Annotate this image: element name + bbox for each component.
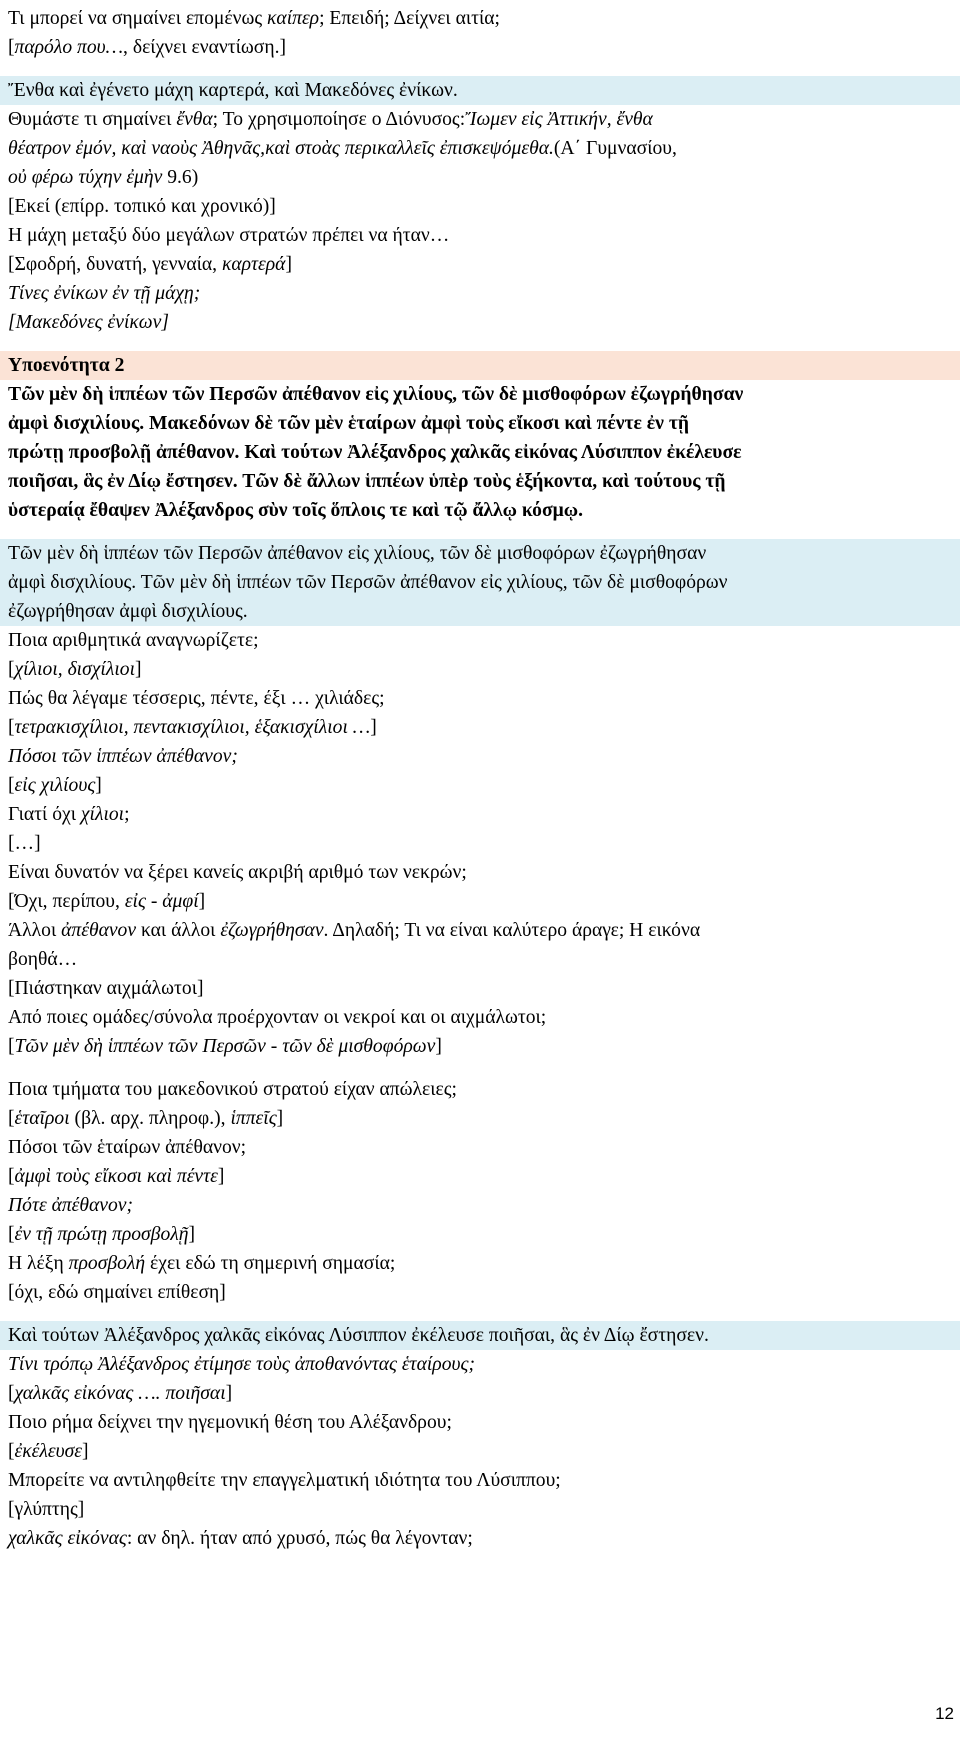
text-line: Ποια αριθμητικά αναγνωρίζετε; bbox=[8, 630, 259, 651]
text-line: Μπορείτε να αντιληφθείτε την επαγγελματική ιδιότητα του Λύσιππου; bbox=[8, 1470, 561, 1491]
text-line: Θυμάστε τι σημαίνει ἔνθα; Το χρησιμοποίησε ο Διόνυσος:Ἴωμεν εἰς Ἀττικήν, ἔνθα bbox=[8, 109, 653, 130]
text-line: Η λέξη προσβολή έχει εδώ τη σημερινή σημασία; bbox=[8, 1253, 396, 1274]
text-line: [ἐν τῇ πρώτῃ προσβολῇ] bbox=[8, 1224, 195, 1245]
text-line: Γιατί όχι χίλιοι; bbox=[8, 804, 130, 825]
text-line: οὐ φέρω τύχην ἐμὴν 9.6) bbox=[8, 167, 199, 188]
text-line: Είναι δυνατόν να ξέρει κανείς ακριβή αριθμό των νεκρών; bbox=[8, 862, 467, 883]
text-line: Άλλοι ἀπέθανον και άλλοι ἐζωγρήθησαν. Δηλαδή; Τι να είναι καλύτερο άραγε; Η εικόνα bbox=[8, 920, 701, 941]
subsection-title: Υποενότητα 2 bbox=[0, 351, 960, 380]
text-line: [Μακεδόνες ἐνίκων] bbox=[8, 312, 169, 333]
text-line: [παρόλο που…, δείχνει εναντίωση.] bbox=[8, 37, 287, 58]
text-line: [χίλιοι, δισχίλιοι] bbox=[8, 659, 142, 680]
text-line: [Σφοδρή, δυνατή, γενναία, καρτερά] bbox=[8, 254, 292, 275]
greek-text-line: Τῶν μὲν δὴ ἱππέων τῶν Περσῶν ἀπέθανον εἰς χιλίους, τῶν δὲ μισθοφόρων ἐζωγρήθησαν bbox=[8, 384, 744, 405]
greek-text-line: ἀμφὶ δισχιλίους. Μακεδόνων δὲ τῶν μὲν ἑταίρων ἀμφὶ τοὺς εἴκοσι καὶ πέντε ἐν τῇ bbox=[8, 413, 689, 434]
text-line: [Εκεί (επίρρ. τοπικό και χρονικό)] bbox=[8, 196, 276, 217]
text-line: Πόσοι τῶν ἑταίρων ἀπέθανον; bbox=[8, 1137, 247, 1158]
text-line: Πώς θα λέγαμε τέσσερις, πέντε, έξι … χιλιάδες; bbox=[8, 688, 385, 709]
text-line: [χαλκᾶς εἰκόνας …. ποιῆσαι] bbox=[8, 1383, 233, 1404]
highlighted-quote: Ἔνθα καὶ ἐγένετο μάχη καρτερά, καὶ Μακεδόνες ἐνίκων. bbox=[0, 76, 960, 105]
highlighted-quote: Τῶν μὲν δὴ ἱππέων τῶν Περσῶν ἀπέθανον εἰς χιλίους, τῶν δὲ μισθοφόρων ἐζωγρήθησαν bbox=[0, 539, 960, 568]
text-line: [Πιάστηκαν αιχμάλωτοι] bbox=[8, 978, 204, 999]
text-line: [εἰς χιλίους] bbox=[8, 775, 102, 796]
text-line: Πόσοι τῶν ἱππέων ἀπέθανον; bbox=[8, 746, 238, 767]
highlighted-quote: ἐζωγρήθησαν ἀμφὶ δισχιλίους. bbox=[0, 597, 960, 626]
text-line: Ποιο ρήμα δείχνει την ηγεμονική θέση του Αλέξανδρου; bbox=[8, 1412, 452, 1433]
text-line: Ποια τμήματα του μακεδονικού στρατού είχαν απώλειες; bbox=[8, 1079, 457, 1100]
text-line: [ἀμφὶ τοὺς εἴκοσι καὶ πέντε] bbox=[8, 1166, 225, 1187]
text-line: […] bbox=[8, 833, 41, 854]
text-line: βοηθά… bbox=[8, 949, 78, 970]
text-line: Η μάχη μεταξύ δύο μεγάλων στρατών πρέπει να ήταν… bbox=[8, 225, 450, 246]
page-number: 12 bbox=[935, 1704, 954, 1723]
text-line: [ἑταῖροι (βλ. αρχ. πληροφ.), ἱππεῖς] bbox=[8, 1108, 284, 1129]
text-line: Από ποιες ομάδες/σύνολα προέρχονταν οι νεκροί και οι αιχμάλωτοι; bbox=[8, 1007, 547, 1028]
text-line: Τίνες ἐνίκων ἐν τῇ μάχῃ; bbox=[8, 283, 201, 304]
text-line: Τι μπορεί να σημαίνει επομένως καίπερ; Επειδή; Δείχνει αιτία; bbox=[8, 8, 500, 29]
text-line: [όχι, εδώ σημαίνει επίθεση] bbox=[8, 1282, 226, 1303]
text-line: [ἐκέλευσε] bbox=[8, 1441, 89, 1462]
highlighted-quote: ἀμφὶ δισχιλίους. Τῶν μὲν δὴ ἱππέων τῶν Περσῶν ἀπέθανον εἰς χιλίους, τῶν δὲ μισθοφόρων bbox=[0, 568, 960, 597]
text-line: χαλκᾶς εἰκόνας: αν δηλ. ήταν από χρυσό, πώς θα λέγονταν; bbox=[8, 1528, 473, 1549]
greek-text-line: πρώτῃ προσβολῇ ἀπέθανον. Καὶ τούτων Ἀλέξανδρος χαλκᾶς εἰκόνας Λύσιππον ἐκέλευσε bbox=[8, 442, 742, 463]
text-line: [τετρακισχίλιοι, πεντακισχίλιοι, ἑξακισχίλιοι …] bbox=[8, 717, 377, 738]
text-line: [Όχι, περίπου, εἰς - ἀμφί] bbox=[8, 891, 206, 912]
highlighted-quote: Καὶ τούτων Ἀλέξανδρος χαλκᾶς εἰκόνας Λύσιππον ἐκέλευσε ποιῆσαι, ἃς ἐν Δίῳ ἔστησεν. bbox=[0, 1321, 960, 1350]
text-line: Τίνι τρόπῳ Ἀλέξανδρος ἐτίμησε τοὺς ἀποθανόντας ἑταίρους; bbox=[8, 1354, 475, 1375]
text-line: [Τῶν μὲν δὴ ἱππέων τῶν Περσῶν - τῶν δὲ μισθοφόρων] bbox=[8, 1036, 442, 1057]
text-line: θέατρον ἐμόν, καὶ ναοὺς Ἀθηνᾶς,καὶ στοὰς περικαλλεῖς ἐπισκεψόμεθα.(Α΄ Γυμνασίου, bbox=[8, 138, 677, 159]
text-line: [γλύπτης] bbox=[8, 1499, 85, 1520]
greek-text-line: ποιῆσαι, ἃς ἐν Δίῳ ἔστησεν. Τῶν δὲ ἄλλων ἱππέων ὑπὲρ τοὺς ἑξήκοντα, καὶ τούτους τῇ bbox=[8, 471, 726, 492]
greek-text-line: ὑστεραίᾳ ἔθαψεν Ἀλέξανδρος σὺν τοῖς ὅπλοις τε καὶ τῷ ἄλλῳ κόσμῳ. bbox=[8, 500, 583, 521]
text-line: Πότε ἀπέθανον; bbox=[8, 1195, 134, 1216]
